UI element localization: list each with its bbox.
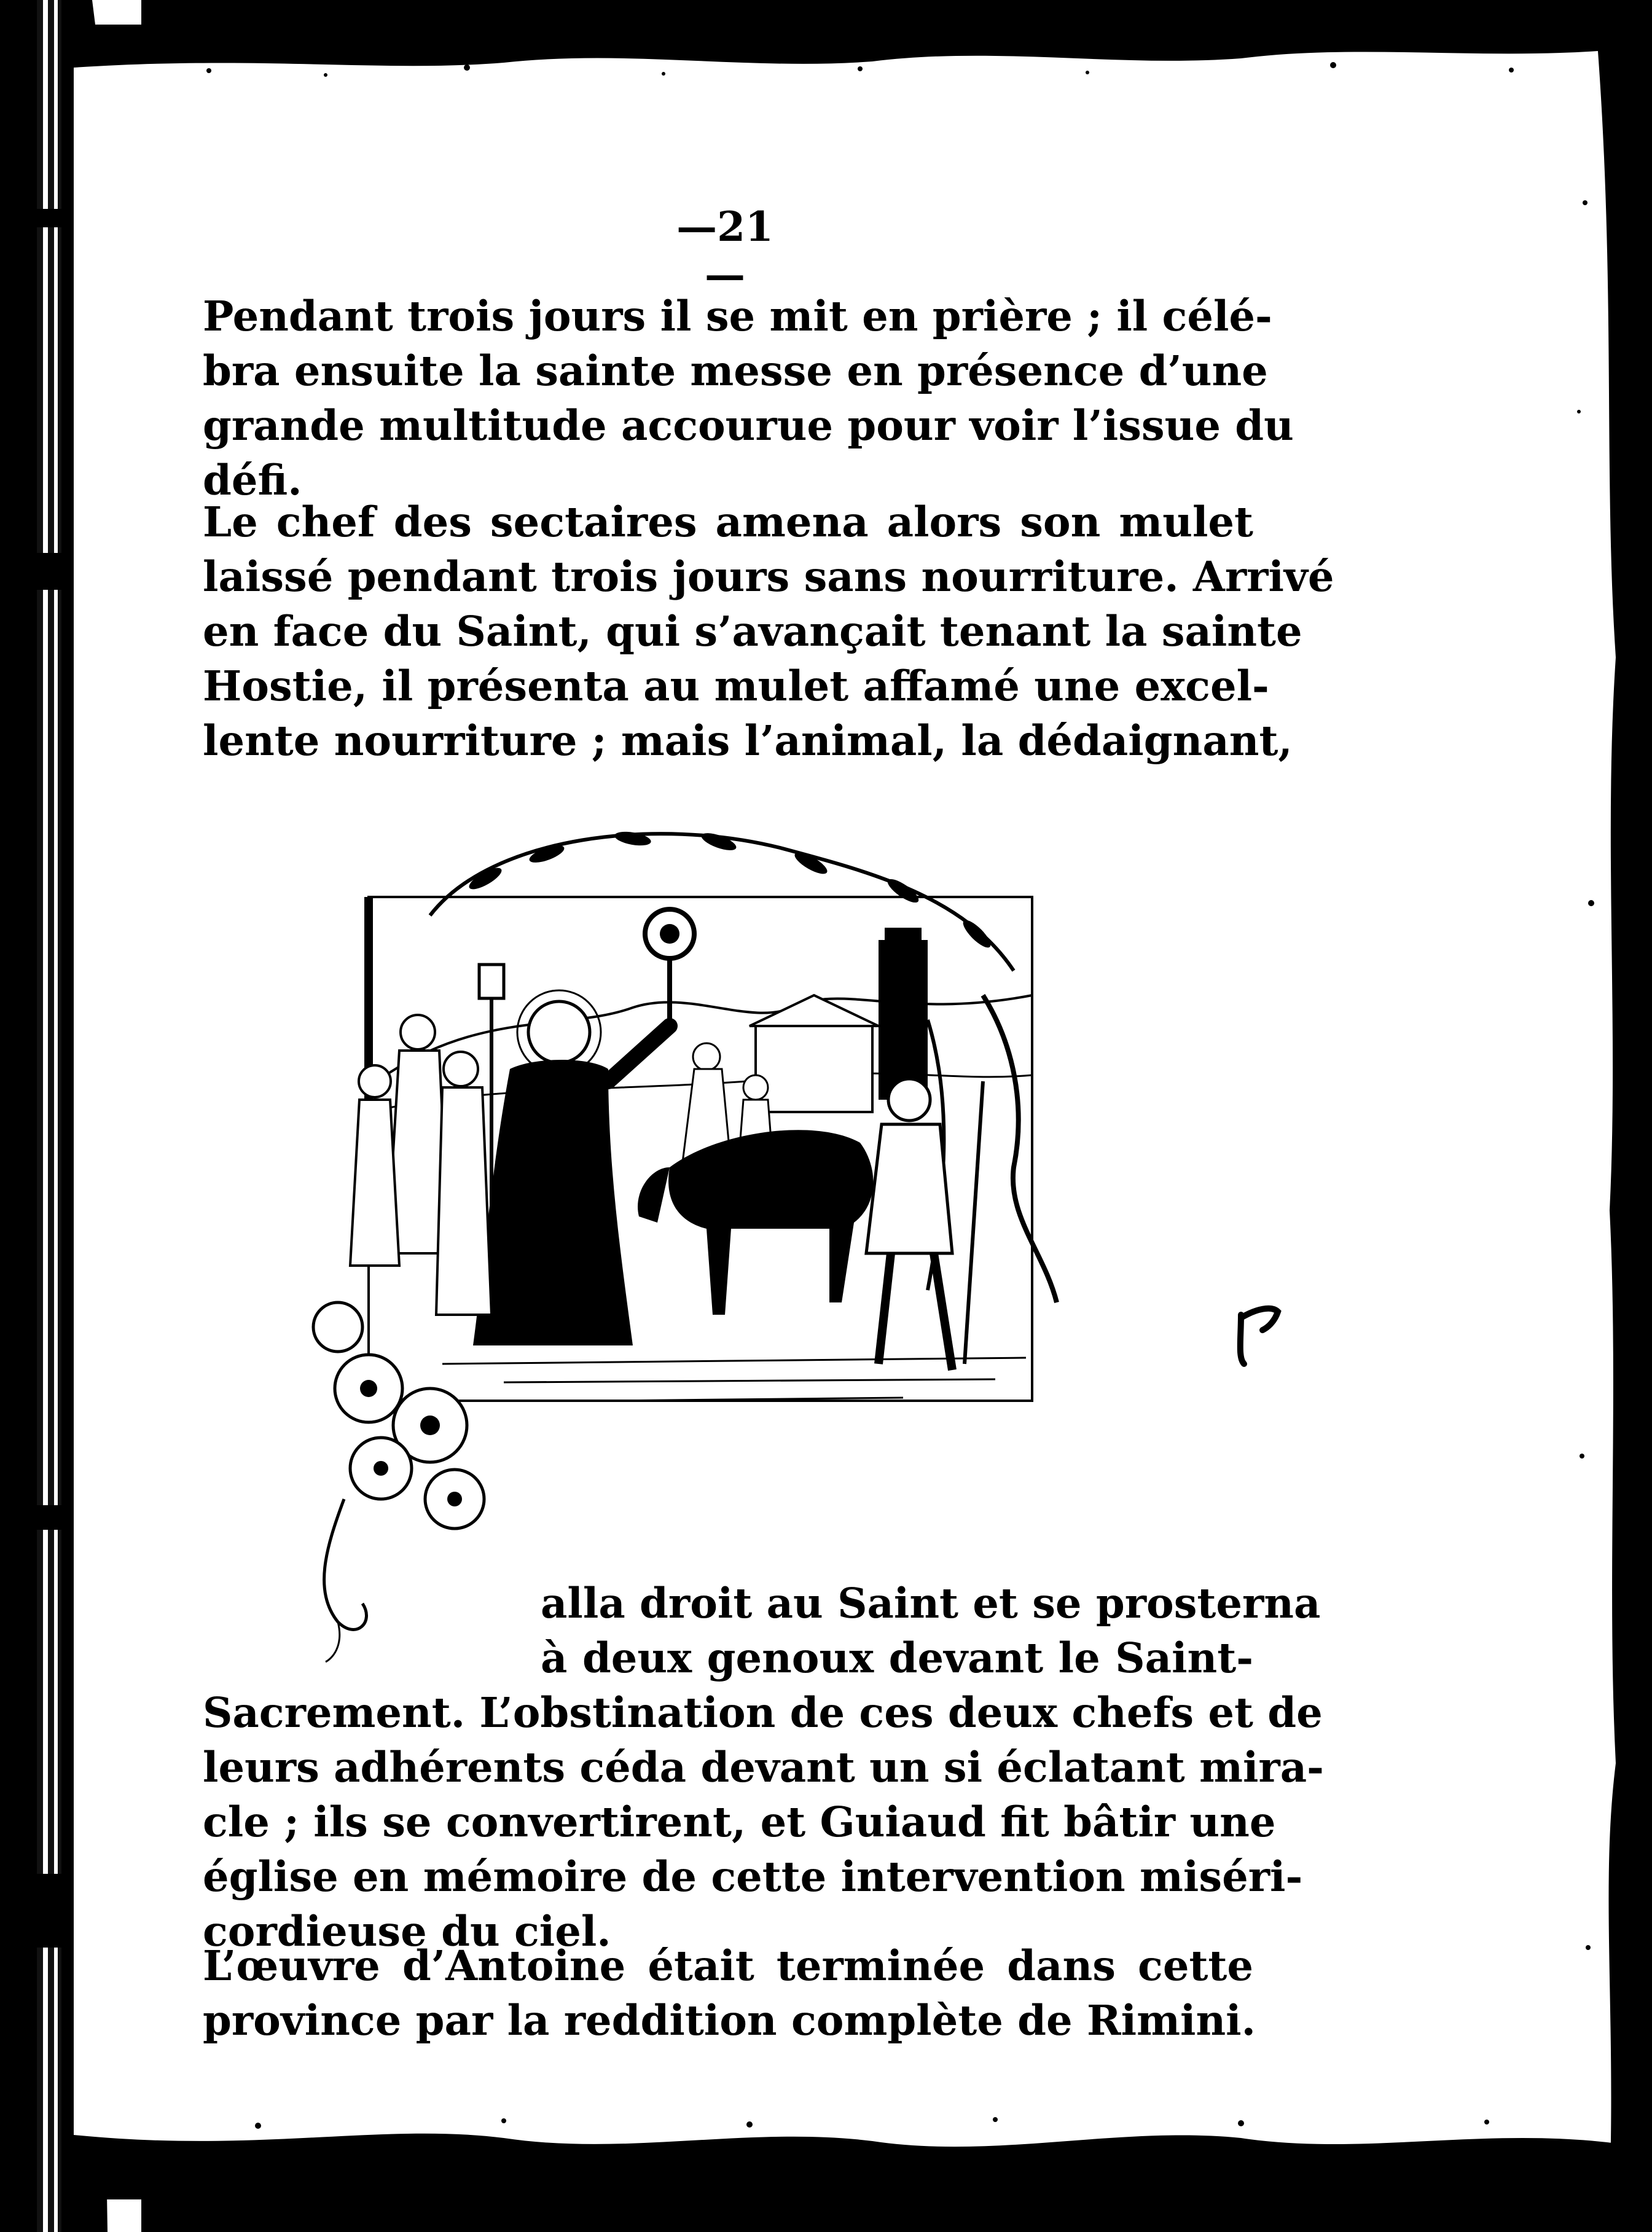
text-line: Hostie, il présenta au mulet affamé une excel- xyxy=(203,662,1269,710)
scan-right-edge xyxy=(1524,43,1652,2193)
paragraph-4 xyxy=(203,1938,1256,2048)
text-line: défi. xyxy=(203,456,302,504)
text-line: laissé pendant trois jours sans nourriture. Arrivé xyxy=(203,552,1334,601)
text-line: grande multitude accourue pour voir l’issue du xyxy=(203,401,1294,450)
text-line: Le chef des sectaires amena alors son mulet xyxy=(203,498,1253,546)
paragraph-1 xyxy=(203,289,1294,507)
paragraph-3-narrow xyxy=(541,1576,1321,1685)
stray-ink-mark-icon xyxy=(1229,1302,1284,1370)
text-line: église en mémoire de cette intervention miséri- xyxy=(203,1852,1303,1901)
page-number: —21— xyxy=(676,203,773,299)
scan-top-edge xyxy=(74,25,1622,80)
text-line: L’œuvre d’Antoine était terminée dans cette xyxy=(203,1941,1253,1990)
text-line: cle ; ils se convertirent, et Guiaud fit bâtir une xyxy=(203,1798,1276,1846)
engraving-miracle-of-the-mule-icon xyxy=(289,823,1167,1665)
text-line: cordieuse du ciel. xyxy=(203,1907,611,1956)
paragraph-2 xyxy=(203,495,1334,768)
text-line: province par la reddition complète de Rimini. xyxy=(203,1996,1256,2045)
text-line: bra ensuite la sainte messe en présence d’une xyxy=(203,347,1268,395)
text-line: Sacrement. L’obstination de ces deux chefs et de xyxy=(203,1688,1323,1737)
text-line: en face du Saint, qui s’avançait tenant la sainte xyxy=(203,607,1302,656)
text-line: leurs adhérents céda devant un si éclatant mira- xyxy=(203,1743,1324,1791)
paragraph-3-full xyxy=(203,1685,1324,1959)
scan-bottom-edge xyxy=(74,2107,1622,2199)
text-line: à deux genoux devant le Saint- xyxy=(541,1634,1253,1682)
text-line: lente nourriture ; mais l’animal, la dédaignant, xyxy=(203,716,1293,765)
text-line: Pendant trois jours il se mit en prière ; il célé- xyxy=(203,292,1272,340)
text-line: alla droit au Saint et se prosterna xyxy=(541,1579,1321,1627)
